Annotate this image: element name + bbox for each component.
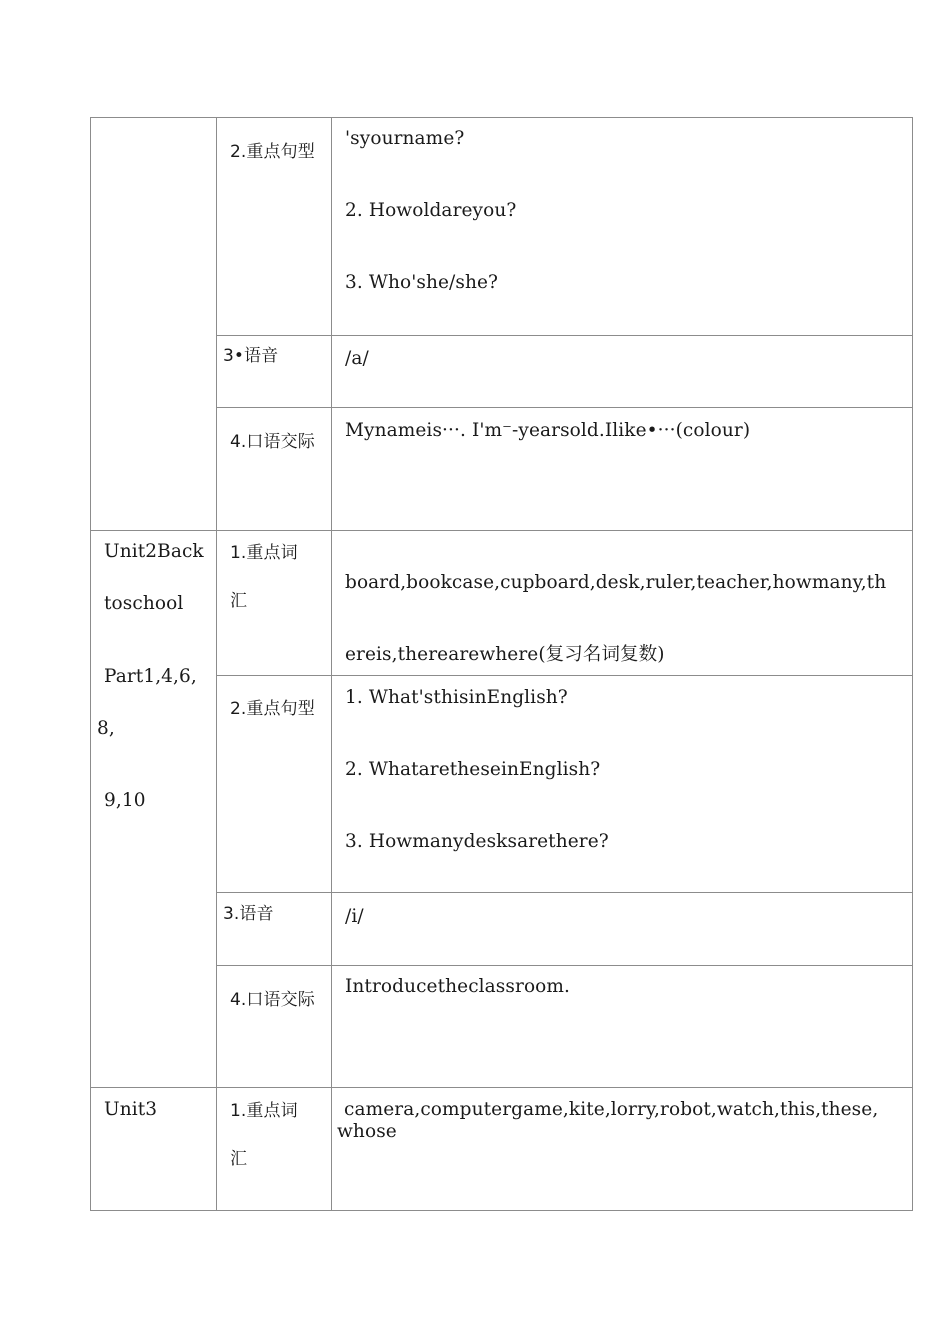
content-line: camera,computergame,kite,lorry,robot,watch,this,these, — [344, 1099, 879, 1120]
content-line: /i/ — [345, 906, 364, 927]
content-line: 3. Howmanydesksarethere? — [345, 831, 609, 852]
table-border-left — [90, 117, 91, 1211]
content-line: board,bookcase,cupboard,desk,ruler,teacher,howmany,th — [345, 572, 887, 593]
unit-parts: Part1,4,6, — [104, 666, 197, 687]
section-label: 4.口语交际 — [230, 990, 315, 1010]
column-divider-unit — [216, 117, 217, 1211]
content-line: 2. WhataretheseinEnglish? — [345, 759, 601, 780]
content-line: 1. What'sthisinEnglish? — [345, 687, 568, 708]
table-border-right — [912, 117, 913, 1211]
row-divider — [216, 407, 913, 408]
content-line: Introducetheclassroom. — [345, 976, 571, 997]
curriculum-table — [90, 117, 913, 1211]
unit-divider — [90, 530, 913, 531]
section-label: 2.重点句型 — [230, 699, 315, 719]
content-line: ereis,therearewhere(复习名词复数) — [345, 644, 665, 665]
column-divider-label — [331, 117, 332, 1211]
table-border-top — [90, 117, 913, 118]
row-divider — [216, 892, 913, 893]
content-line: whose — [337, 1121, 397, 1142]
content-line: 3. Who'she/she? — [345, 272, 499, 293]
section-label: 1.重点词 — [230, 543, 298, 563]
section-label: 3.语音 — [223, 904, 274, 924]
unit-name: Unit2Back — [104, 541, 204, 562]
content-line: Mynameis···. I'm⁻-yearsold.Ilike•···(colour) — [345, 420, 751, 441]
section-label: 汇 — [230, 591, 248, 611]
row-divider — [216, 965, 913, 966]
section-label: 汇 — [230, 1149, 248, 1169]
section-label: 4.口语交际 — [230, 432, 315, 452]
content-line: 2. Howoldareyou? — [345, 200, 517, 221]
unit-name: toschool — [104, 593, 184, 614]
section-label: 2.重点句型 — [230, 142, 315, 162]
unit-parts: 9,10 — [104, 790, 146, 811]
row-divider — [216, 335, 913, 336]
table-border-bottom — [90, 1210, 913, 1211]
section-label: 1.重点词 — [230, 1101, 298, 1121]
content-line: /a/ — [345, 348, 369, 369]
unit-name: Unit3 — [104, 1099, 158, 1120]
unit-parts: 8, — [97, 718, 115, 739]
unit-divider — [90, 1087, 913, 1088]
row-divider — [216, 675, 913, 676]
section-label: 3•语音 — [223, 346, 279, 366]
content-line: 'syourname? — [345, 128, 465, 149]
